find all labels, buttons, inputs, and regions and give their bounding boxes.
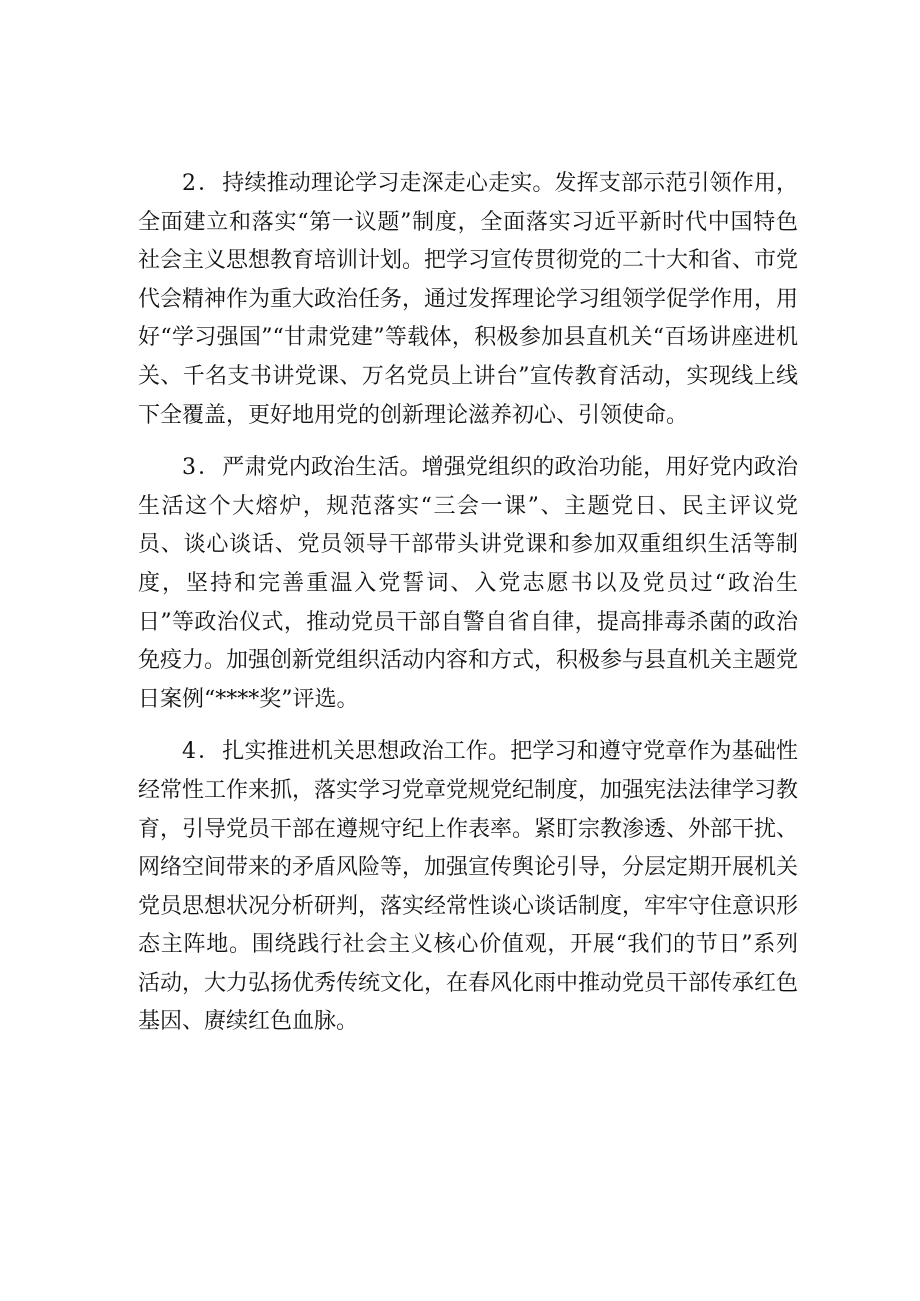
paragraph-text: 持续推动理论学习走深走心走实。发挥支部示范引领作用，全面建立和落实“第一议题”制度，全面落实习近平新时代中国特色社会主义思想教育培训计划。把学习宣传贯彻党的二十大和省、市党代会精神作为重大政治任务，通过发挥理论学习组领学促学作用，用好“学习强国”“甘肃党建”等载体，积极参加县直机关“百场讲座进机关、千名支书讲党课、万名党员上讲台”宣传教育活动，实现线上线下全覆盖，更好地用党的创新理论滋养初心、引领使命。 — [138, 171, 799, 428]
paragraph-item-3 — [138, 449, 798, 719]
document-body — [138, 165, 798, 1056]
paragraph-item-2 — [138, 165, 798, 435]
paragraph-text: 严肃党内政治生活。增强党组织的政治功能，用好党内政治生活这个大熔炉，规范落实“三会一课”、主题党日、民主评议党员、谈心谈话、党员领导干部带头讲党课和参加双重组织生活等制度，坚持和完善重温入党誓词、入党志愿书以及党员过“政治生日”等政治仪式，推动党员干部自警自省自律，提高排毒杀菌的政治免疫力。加强创新党组织活动内容和方式，积极参与县直机关主题党日案例“****奖”评选。 — [138, 455, 799, 712]
paragraph-number: 4． — [182, 739, 223, 765]
paragraph-number: 2． — [182, 171, 223, 196]
paragraph-item-4 — [138, 733, 798, 1042]
paragraph-text: 扎实推进机关思想政治工作。把学习和遵守党章作为基础性经常性工作来抓，落实学习党章党规党纪制度，加强宪法法律学习教育，引导党员干部在遵规守纪上作表率。紧盯宗教渗透、外部干扰、网络空间带来的矛盾风险等，加强宣传舆论引导，分层定期开展机关党员思想状况分析研判，落实经常性谈心谈话制度，牢牢守住意识形态主阵地。围绕践行社会主义核心价值观，开展“我们的节日”系列活动，大力弘扬优秀传统文化，在春风化雨中推动党员干部传承红色基因、赓续红色血脉。 — [138, 739, 799, 1035]
paragraph-number: 3． — [182, 455, 223, 481]
